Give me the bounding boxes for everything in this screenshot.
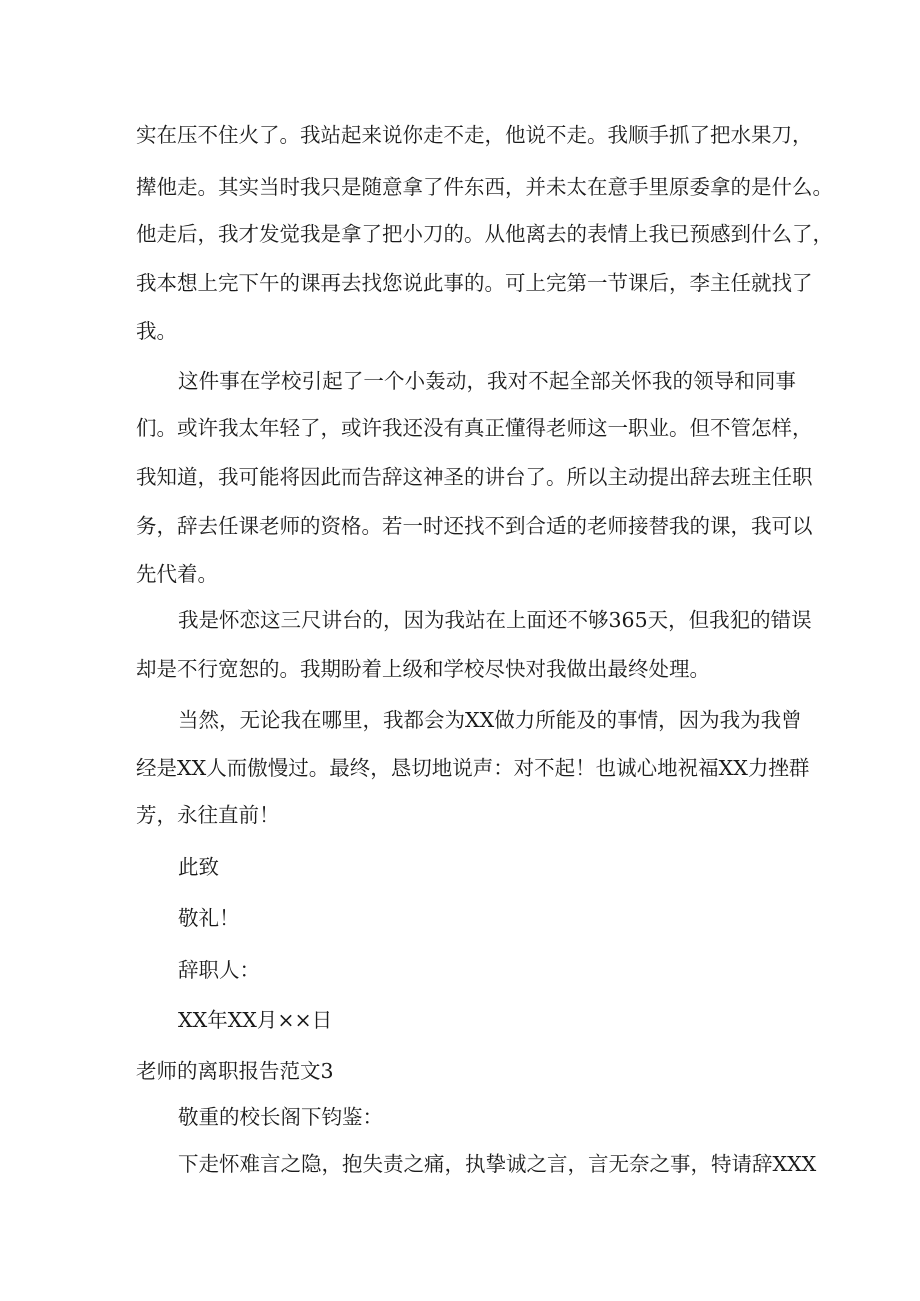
paragraph-line: 撵他走。其实当时我只是随意拿了件东西，并未太在意手里原委拿的是什么。	[136, 175, 833, 199]
paragraph-line: 务，辞去任课老师的资格。若一时还找不到合适的老师接替我的课，我可以	[136, 514, 813, 538]
paragraph-line: 当然，无论我在哪里，我都会为XX做力所能及的事情，因为我为我曾	[178, 708, 802, 732]
paragraph-line: 我是怀恋这三尺讲台的，因为我站在上面还不够365天，但我犯的错误	[178, 608, 812, 632]
closing-salutation: 此致	[178, 855, 219, 879]
paragraph-line: 却是不行宽恕的。我期盼着上级和学校尽快对我做出最终处理。	[136, 657, 710, 681]
letter-greeting: 敬重的校长阁下钧鉴：	[178, 1105, 383, 1129]
paragraph-line: 我知道，我可能将因此而告辞这神圣的讲台了。所以主动提出辞去班主任职	[136, 465, 813, 489]
section-title: 老师的离职报告范文3	[136, 1059, 334, 1083]
signature-label: 辞职人：	[178, 958, 260, 982]
paragraph-line: 下走怀难言之隐，抱失责之痛，执挚诚之言，言无奈之事，特请辞XXX	[178, 1152, 817, 1176]
paragraph-line: 实在压不住火了。我站起来说你走不走，他说不走。我顺手抓了把水果刀，	[136, 123, 813, 147]
paragraph-line: 这件事在学校引起了一个小轰动，我对不起全部关怀我的领导和同事	[178, 369, 796, 393]
paragraph-line: 我本想上完下午的课再去找您说此事的。可上完第一节课后，李主任就找了	[136, 271, 813, 295]
paragraph-line: 们。或许我太年轻了，或许我还没有真正懂得老师这一职业。但不管怎样，	[136, 416, 813, 440]
paragraph-line: 先代着。	[136, 562, 218, 586]
paragraph-line: 经是XX人而傲慢过。最终，恳切地说声：对不起！也诚心地祝福XX力挫群	[136, 756, 810, 780]
paragraph-line: 芳，永往直前！	[136, 803, 280, 827]
closing-regards: 敬礼！	[178, 906, 240, 930]
paragraph-line: 他走后，我才发觉我是拿了把小刀的。从他离去的表情上我已预感到什么了，	[136, 222, 833, 246]
paragraph-line: 我。	[136, 319, 177, 343]
date-line: XX年XX月××日	[178, 1008, 333, 1032]
